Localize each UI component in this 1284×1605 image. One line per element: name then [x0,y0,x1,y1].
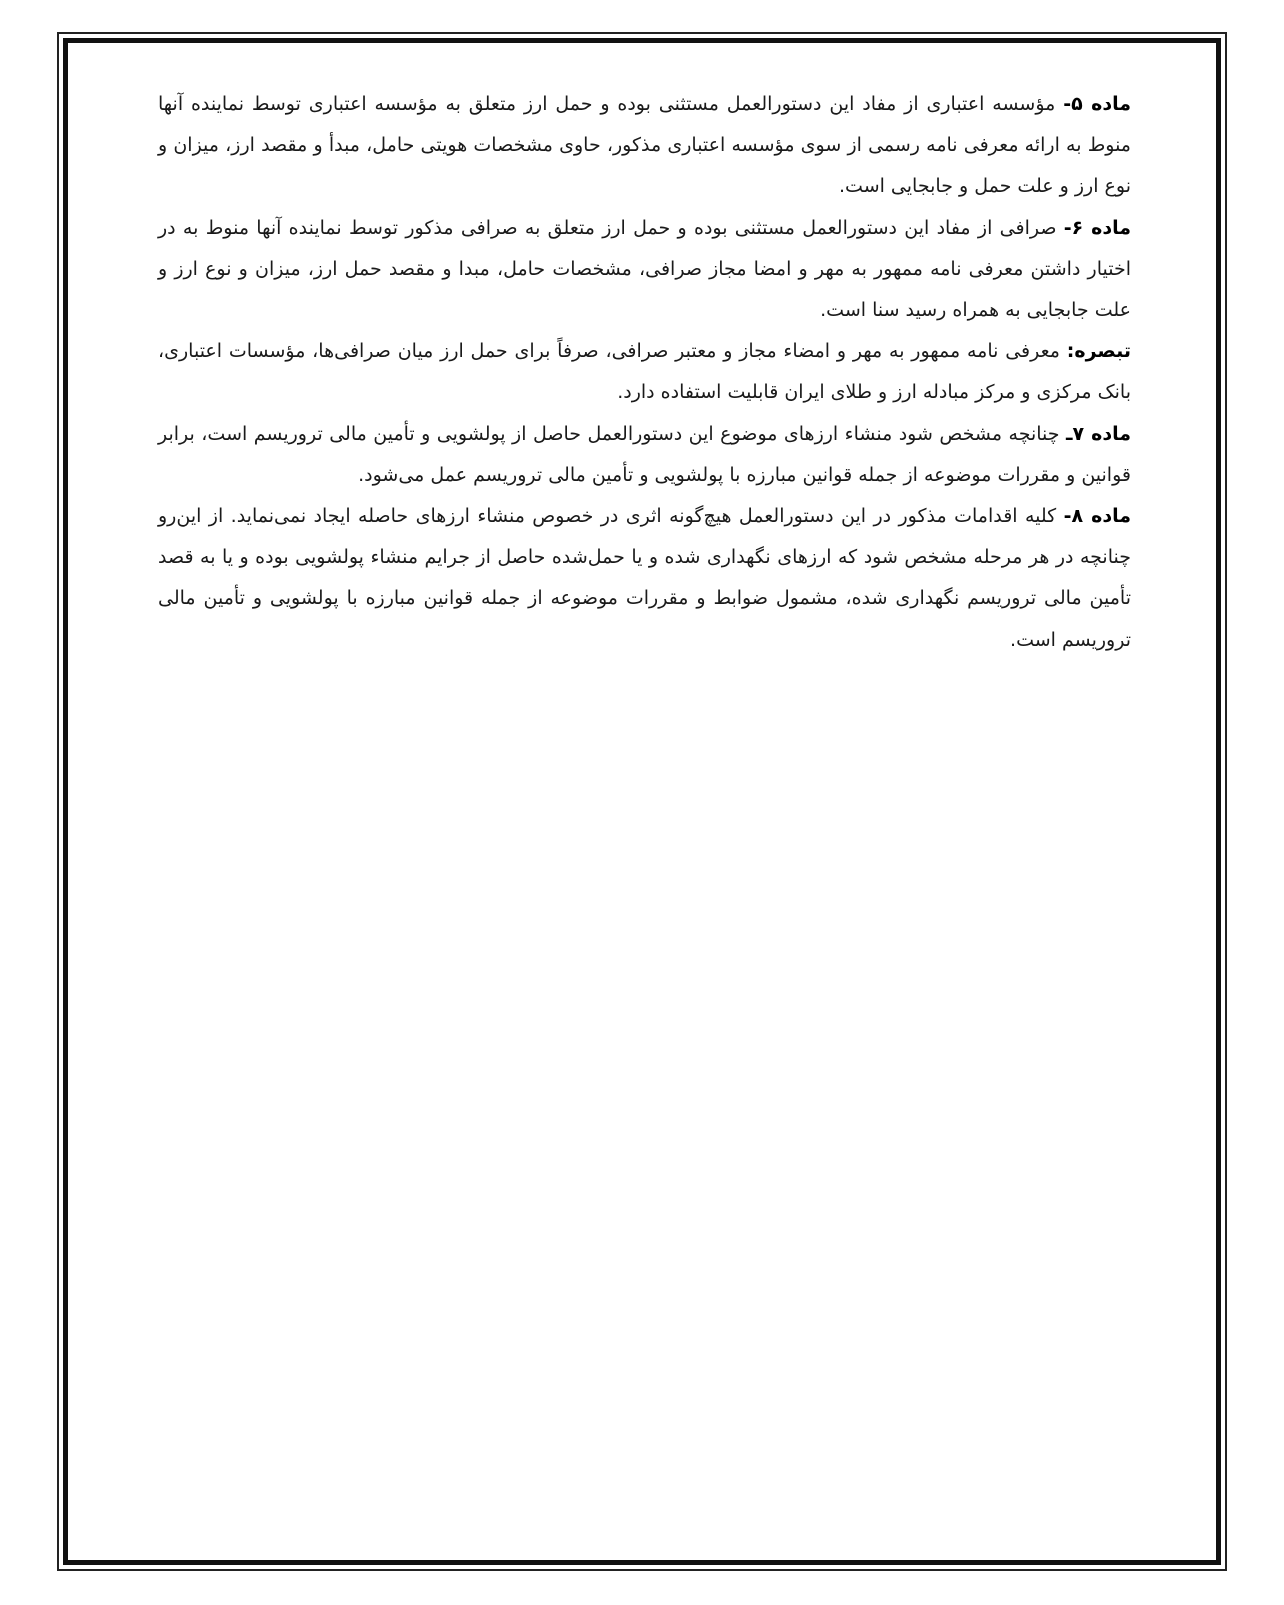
article-5-label: ماده ۵- [1063,93,1132,115]
note-paragraph [158,331,1131,413]
note-text: معرفی نامه ممهور به مهر و امضاء مجاز و معتبر صرافی، صرفاً برای حمل ارز میان صرافی‌ها، مؤسسات اعتباری، بانک مرکزی و مرکز مبادله ارز و طلای ایران قابلیت استفاده دارد. [158,340,1131,404]
article-6-label: ماده ۶- [1063,216,1131,239]
article-7-label: ماده ۷ـ [1065,422,1131,445]
article-8-label: ماده ۸- [1063,505,1132,528]
article-6-text: صرافی از مفاد این دستورالعمل مستثنی بوده و حمل ارز متعلق به صرافی مذکور توسط نماینده آنها منوط به در اختیار داشتن معرفی نامه ممهور به مهر و امضا مجاز صرافی، مشخصات حامل، مبدا و مقصد حمل ارز، میزان و نوع ارز و علت جابجایی به همراه رسید سنا است. [158,216,1131,322]
article-5-text: مؤسسه اعتباری از مفاد این دستورالعمل مستثنی بوده و حمل ارز متعلق به مؤسسه اعتباری توسط نماینده آنها منوط به ارائه معرفی نامه رسمی از سوی مؤسسه اعتباری مذکور، حاوی مشخصات هویتی حامل، مبدأ و مقصد ارز، میزان و نوع ارز و علت حمل و جابجایی است. [158,93,1131,198]
article-8-text: کلیه اقدامات مذکور در این دستورالعمل هیچ‌گونه اثری در خصوص منشاء ارزهای حاصله ایجاد نمی‌نماید. از این‌رو چنانچه در هر مرحله مشخص شود که ارزهای نگهداری شده و یا حمل‌شده حاصل از جرایم منشاء پولشویی بوده و یا به قصد تأمین مالی تروریسم نگهداری شده، مشمول ضوابط و مقررات موضوعه از جمله قوانین مبارزه با پولشویی و تأمین مالی تروریسم است. [158,505,1131,651]
article-7-paragraph [158,414,1131,496]
document-body [158,84,1131,661]
article-6-paragraph [158,208,1131,332]
article-8-paragraph [158,496,1131,661]
note-label: تبصره: [1066,340,1131,363]
article-7-text: چنانچه مشخص شود منشاء ارزهای موضوع این دستورالعمل حاصل از پولشویی و تأمین مالی تروریسم است، برابر قوانین و مقررات موضوعه از جمله قوانین مبارزه با پولشویی و تأمین مالی تروریسم عمل می‌شود. [158,422,1131,486]
article-5-paragraph [158,84,1131,208]
